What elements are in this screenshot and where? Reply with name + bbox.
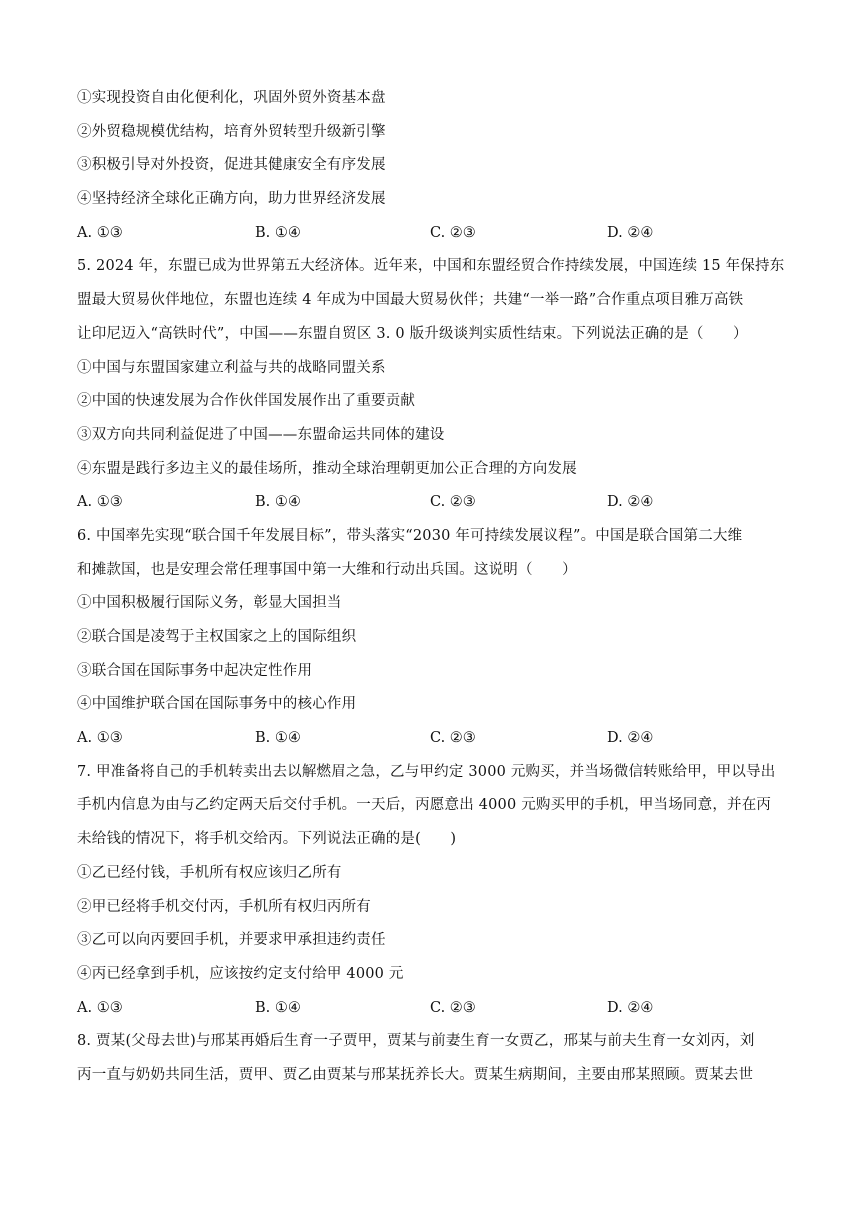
q5-item-2: ②中国的快速发展为合作伙伴国发展作出了重要贡献 <box>77 393 416 410</box>
q7-item-1: ①乙已经付钱，手机所有权应该归乙所有 <box>77 864 342 881</box>
q5-stem-line-2: 盟最大贸易伙伴地位，东盟也连续 4 年成为中国最大贸易伙伴；共建“一举一路”合作重点项目雅万高铁 <box>77 292 744 309</box>
q6-item-2: ②联合国是凌驾于主权国家之上的国际组织 <box>77 629 357 645</box>
q6-option-d: D. ②④ <box>607 730 654 747</box>
q4-item-4: ④坚持经济全球化正确方向，助力世界经济发展 <box>77 191 386 208</box>
q7-stem-line-1: 7. 甲准备将自己的手机转卖出去以解燃眉之急，乙与甲约定 3000 元购买，并当场微信转账给甲，甲以导出 <box>77 763 776 780</box>
q5-item-4: ④东盟是践行多边主义的最佳场所，推动全球治理朝更加公正合理的方向发展 <box>77 460 577 477</box>
q5-option-a: A. ①③ <box>77 494 123 511</box>
q7-item-2: ②甲已经将手机交付丙，手机所有权归丙所有 <box>77 898 371 915</box>
q5-item-3: ③双方向共同利益促进了中国——东盟命运共同体的建设 <box>77 426 445 443</box>
q5-stem-line-3: 让印尼迈入“高铁时代”，中国——东盟自贸区 3. 0 版升级谈判实质性结束。下列说法正确的是（ ） <box>77 325 748 342</box>
q6-option-a: A. ①③ <box>77 730 123 747</box>
q5-option-d: D. ②④ <box>607 494 654 511</box>
q4-option-a: A. ①③ <box>77 224 123 241</box>
q7-option-c: C. ②③ <box>430 999 476 1016</box>
question-4-tail <box>77 82 783 250</box>
q6-item-4: ④中国维护联合国在国际事务中的核心作用 <box>77 696 357 713</box>
q7-option-a: A. ①③ <box>77 999 123 1016</box>
q7-stem-line-3: 未给钱的情况下，将手机交给丙。下列说法正确的是( ) <box>77 831 457 848</box>
q6-item-1: ①中国积极履行国际义务，彰显大国担当 <box>77 595 342 612</box>
page-content <box>77 82 783 1093</box>
q8-stem-line-2: 丙一直与奶奶共同生活，贾甲、贾乙由贾某与邢某抚养长大。贾某生病期间，主要由邢某照顾。贾某去世 <box>77 1066 754 1083</box>
q7-option-b: B. ①④ <box>255 999 301 1016</box>
q5-option-c: C. ②③ <box>430 494 476 511</box>
q7-item-4: ④丙已经拿到手机，应该按约定支付给甲 4000 元 <box>77 965 404 982</box>
q7-stem-line-2: 手机内信息为由与乙约定两天后交付手机。一天后，丙愿意出 4000 元购买甲的手机，甲当场同意，并在丙 <box>77 797 772 814</box>
question-8 <box>77 1025 783 1092</box>
q5-options <box>77 486 783 520</box>
q4-option-b: B. ①④ <box>255 224 301 241</box>
q7-item-3: ③乙可以向丙要回手机，并要求甲承担违约责任 <box>77 932 386 949</box>
question-7 <box>77 756 783 1026</box>
question-6 <box>77 520 783 756</box>
q6-stem-line-1: 6. 中国率先实现“联合国千年发展目标”，带头落实“2030 年可持续发展议程”。中国是联合国第二大维 <box>77 527 743 544</box>
q4-options <box>77 217 783 251</box>
q4-option-c: C. ②③ <box>430 224 476 241</box>
q7-options <box>77 992 783 1026</box>
q6-stem-line-2: 和摊款国，也是安理会常任理事国中第一大维和行动出兵国。这说明（ ） <box>77 561 577 578</box>
q6-option-c: C. ②③ <box>430 730 476 747</box>
q4-item-3: ③积极引导对外投资，促进其健康安全有序发展 <box>77 157 386 174</box>
q5-item-1: ①中国与东盟国家建立利益与共的战略同盟关系 <box>77 359 386 376</box>
q4-option-d: D. ②④ <box>607 224 654 241</box>
q5-stem-line-1: 5. 2024 年，东盟已成为世界第五大经济体。近年来，中国和东盟经贸合作持续发展，中国连续 15 年保持东 <box>77 258 785 275</box>
q6-option-b: B. ①④ <box>255 730 301 747</box>
q8-stem-line-1: 8. 贾某(父母去世)与邢某再婚后生育一子贾甲，贾某与前妻生育一女贾乙，邢某与前夫生育一女刘丙，刘 <box>77 1033 755 1050</box>
q7-option-d: D. ②④ <box>607 999 654 1016</box>
q4-item-1: ①实现投资自由化便利化，巩固外贸外资基本盘 <box>77 90 386 106</box>
q5-option-b: B. ①④ <box>255 494 301 511</box>
q4-item-2: ②外贸稳规模优结构，培育外贸转型升级新引擎 <box>77 123 386 140</box>
q6-options <box>77 722 783 756</box>
q6-item-3: ③联合国在国际事务中起决定性作用 <box>77 662 313 679</box>
question-5 <box>77 250 783 520</box>
